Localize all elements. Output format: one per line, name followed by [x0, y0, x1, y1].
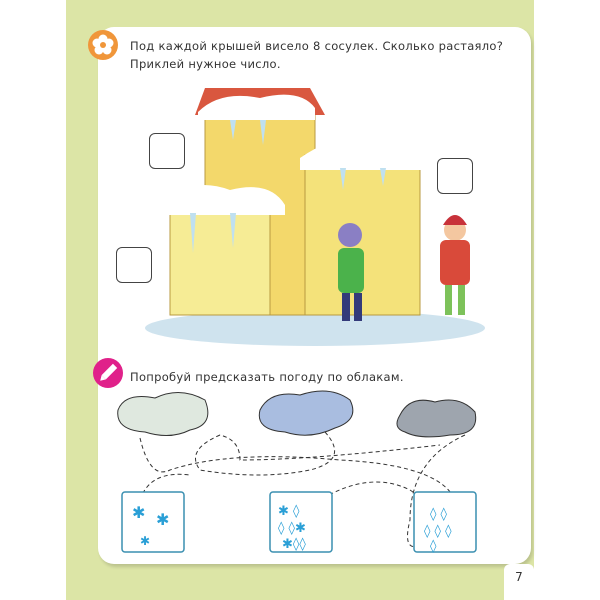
task2-instruction: Попробуй предсказать погоду по облакам. — [130, 370, 404, 384]
svg-text:◊ ◊: ◊ ◊ — [430, 507, 447, 522]
sticker-slot-2[interactable] — [437, 158, 473, 194]
svg-text:✱: ✱ — [132, 503, 146, 522]
weather-card-sleet — [270, 492, 332, 552]
weather-card-snow — [122, 492, 184, 552]
pencil-icon — [93, 358, 123, 388]
child-girl — [440, 215, 470, 315]
task1-instruction: Под каждой крышей висело 8 сосулек. Сколько растаяло? Приклей нужное число. — [130, 39, 504, 71]
cloud-matching-exercise — [110, 390, 510, 560]
icicles-illustration — [110, 80, 520, 360]
page-number: 7 — [504, 564, 534, 600]
svg-text:◊ ◊✱: ◊ ◊✱ — [278, 521, 306, 536]
svg-text:✱: ✱ — [140, 534, 151, 548]
cloud-light — [118, 392, 208, 435]
svg-text:◊ ◊ ◊: ◊ ◊ ◊ — [424, 524, 452, 539]
cloud-blue — [259, 391, 353, 435]
sticker-slot-1[interactable] — [149, 133, 185, 169]
svg-text:✱◊◊: ✱◊◊ — [282, 537, 306, 552]
svg-text:✱ ◊: ✱ ◊ — [278, 504, 300, 519]
svg-text:✱: ✱ — [156, 510, 170, 529]
svg-text:◊: ◊ — [430, 539, 437, 554]
weather-card-rain — [414, 492, 476, 554]
flower-icon — [88, 30, 118, 60]
sticker-slot-3[interactable] — [116, 247, 152, 283]
cloud-dark — [397, 400, 476, 437]
